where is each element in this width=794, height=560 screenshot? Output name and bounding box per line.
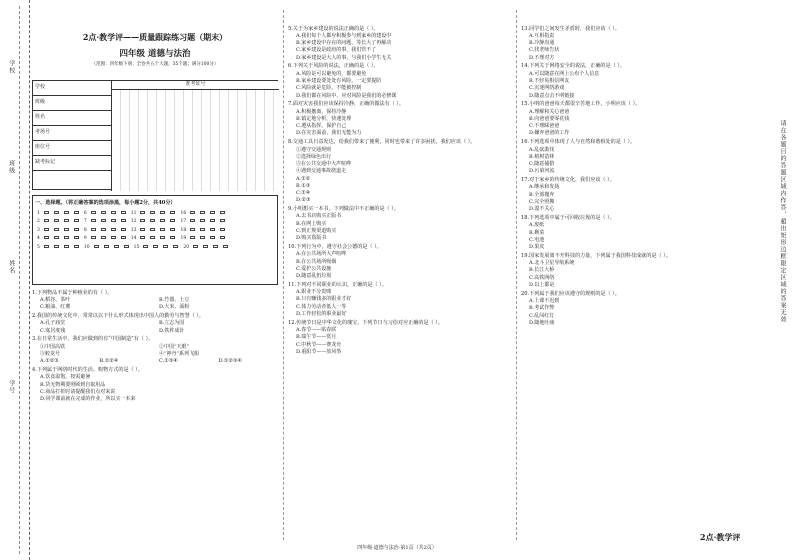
- option: B.镇定地分析，快速处理: [296, 115, 352, 122]
- option: C.完全照搬: [529, 198, 555, 205]
- question: 14.下列关于网络安全的说法，正确的是（ ）。: [521, 63, 625, 70]
- option: A.我们每个人都应积极参与到家乡的建设中: [296, 32, 392, 39]
- option: D.购买盗版书: [296, 235, 327, 242]
- option: A.去书店购买正版书: [296, 213, 342, 220]
- option: D.以上都是: [529, 281, 555, 288]
- option: D.同学课前就在完成的作业，所以买一本来: [40, 396, 136, 402]
- question: 5.关于为家乡建设的说法正确的是（ ）。: [288, 25, 379, 32]
- question: 6.下列关于风险的说法，正确的是（ ）。: [288, 63, 379, 70]
- student-info-box: [32, 80, 278, 190]
- question: 20.下列属于我们应该遵守的规则的是（ ）。: [521, 290, 620, 297]
- info-class: 班级: [33, 96, 111, 111]
- option: A.废纸: [529, 222, 545, 229]
- question: 4.下列属于网络时代的生活、购物方式的是（ ）。: [32, 366, 143, 373]
- option: B.不轻易相信网友: [529, 78, 570, 84]
- option: C.中秋节——赛龙舟: [296, 341, 342, 348]
- option: A.饮食温饱，按需避暑: [40, 374, 91, 381]
- option: D.漠不关心: [529, 206, 555, 213]
- binding-sidebar: [0, 0, 30, 560]
- option: B.长江大桥: [529, 267, 555, 274]
- option: D.随地吐痰: [529, 319, 555, 326]
- brand-logo: 2点·教学评: [700, 532, 741, 542]
- option: A.春节——贴春联: [296, 327, 337, 333]
- column-1: [32, 10, 278, 540]
- exam-note: （范围：四年级下册；全卷共五个大题，35个题；满分100分）: [91, 61, 219, 67]
- option: B.在网上购买: [296, 220, 327, 227]
- sidebar-label-id: 学号: [7, 380, 15, 394]
- option: C.商品打折时请提醒我们点对来说: [40, 388, 116, 395]
- option: D.不理对方: [529, 54, 555, 61]
- option: C.沉迷网络游戏: [529, 85, 565, 92]
- option: B.剩菜: [529, 229, 545, 236]
- sidebar-label-class: 班级: [7, 160, 15, 174]
- page-title: 2点·教学评——质量跟踪练习题（期末）: [82, 32, 228, 42]
- info-name: 姓名: [33, 111, 111, 126]
- sidebar-label-school: 学校: [7, 60, 15, 74]
- column-2: [283, 10, 512, 540]
- option: A.理解和关心爸爸: [529, 108, 570, 115]
- question: 1.下列物品不属于种植业的有（ ）。: [32, 289, 113, 296]
- option: C.遵从指挥，保护自己: [296, 123, 347, 130]
- option: B.植树造林: [529, 153, 555, 160]
- option: B.立志为国: [159, 320, 185, 327]
- option: ④遇到交通事故绕道走: [296, 168, 347, 175]
- section1-title: 一、选择题。（将正确答案的选项涂黑，每小题2分，共40分）: [35, 199, 176, 206]
- option: D.铁杵成针: [159, 327, 185, 334]
- option: A.①②③: [40, 358, 59, 365]
- question: 16.下列选项中体现了人与自然和谐相处的是（ ）。: [521, 139, 636, 146]
- option: D.随意乱扔垃圾: [296, 273, 332, 279]
- option: B.在公共场所吸烟: [296, 258, 337, 265]
- option: ③蛟龙号: [40, 350, 61, 357]
- option: C.高铁网络: [529, 274, 555, 281]
- option: B.向爸爸要零花钱: [529, 115, 570, 122]
- option: D.在灾害面前，我们无能为力: [296, 130, 362, 137]
- option: B.全部抛弃: [529, 191, 555, 198]
- answer-row[interactable]: 4 9 14 19: [37, 236, 273, 243]
- option: C.爱护公共设施: [296, 265, 332, 272]
- answer-row[interactable]: 5 10 15 20: [37, 245, 273, 252]
- option: A.继承和发扬: [529, 184, 560, 191]
- question: 7.面对灾害我们应该保持冷静，正确的做法有（ ）。: [288, 101, 404, 108]
- page-footer: 四年级·道德与法治·第1页（共2页）: [357, 545, 437, 551]
- option: A.上课不迟到: [529, 298, 560, 304]
- option: A.风险是可以避免的，都要避免: [296, 70, 367, 77]
- option: A.乱砍滥伐: [529, 146, 555, 153]
- question: 2.我国的传统文化中，常常以以下什么形式体现出中国人的勤劳与智慧（ ）。: [32, 312, 205, 319]
- answer-row[interactable]: 3 8 13 18: [37, 228, 273, 235]
- page-subtitle: 四年级 道德与法治: [119, 48, 191, 59]
- answer-row[interactable]: 1 6 11 16: [37, 211, 273, 218]
- question: 15.小明的爸爸每天都很辛苦地工作，小明应该（ ）。: [521, 101, 641, 108]
- option: D.重阳节——放风筝: [296, 348, 342, 355]
- option: C.找老师告状: [529, 47, 560, 54]
- option: A.孔子庙堂: [40, 320, 66, 327]
- option: D.果皮: [529, 244, 545, 250]
- answer-area-note: 请在各题目的答题区域内作答，超出矩形边框限定区域的答案无效: [779, 120, 786, 323]
- option: C.寡居度残: [40, 327, 66, 334]
- question: 9.小明想买一本书，下列做法中不正确的是（ ）。: [288, 206, 399, 212]
- option: D.工作轻松的职业最好: [296, 310, 347, 317]
- answer-row[interactable]: 2 7 12 17: [37, 219, 273, 226]
- question: 17.对于家乡的传统文化，我们应该（ ）。: [521, 177, 615, 183]
- option: A.①②: [296, 175, 311, 182]
- info-seat: 座位号: [33, 141, 111, 156]
- option: D.家乡建设是大人的事，与我们小学生无关: [296, 54, 392, 61]
- student-id-grid[interactable]: [111, 81, 279, 191]
- option: D.污染河流: [529, 168, 555, 175]
- option: C.不理睬爸爸: [529, 123, 560, 130]
- sidebar-label-name: 姓名: [7, 260, 15, 274]
- option: C.到正规渠道购买: [296, 227, 337, 234]
- option: B.考试作弊: [529, 305, 555, 312]
- option: C.风险就是危险，不能被控制: [296, 85, 362, 92]
- info-exam-room: 考场号: [33, 126, 111, 141]
- question: 12.传统节日是中华文化的瑰宝，下列节日与习俗对应正确的是（ ）。: [288, 319, 443, 326]
- option: A.职业不分贵贱: [296, 289, 332, 296]
- option: D.②③: [296, 197, 311, 204]
- question: 11.下列对不同职业的认识，正确的是（ ）。: [288, 281, 387, 288]
- option: ②选择绿色出行: [296, 153, 332, 160]
- option: D.大米、面粉: [159, 304, 190, 311]
- question: 19.国家发展离不开科技的力量，下列属于我国科技成就的是（ ）。: [521, 252, 671, 259]
- option: B.货无物期要照顾到自取用品: [40, 381, 106, 388]
- option: B.端午节——赏月: [296, 334, 337, 341]
- student-id-label: 准考证号: [112, 81, 279, 90]
- option: D.我们都在风险中，应对风险是我们的必修课: [296, 92, 397, 99]
- option: ②中国“天眼”: [159, 343, 190, 350]
- option: C.粮油、红薯: [40, 304, 71, 311]
- option: C.乱闯红灯: [529, 312, 555, 319]
- cut-line: [19, 6, 20, 554]
- question: 8.交通工具日益发达，给我们带来了便利，同时也带来了许多困扰，我们应该（ ）。: [288, 139, 476, 146]
- option: C.随意捕猎: [529, 161, 555, 167]
- option: D.嫌弃爸爸的工作: [529, 130, 570, 137]
- info-absent-mark: 缺考标记: [33, 156, 111, 171]
- option: B.家乡建设要处处有风险，一定要提防: [296, 78, 382, 84]
- col1-questions: [32, 288, 278, 403]
- option: B.冷静沟通: [529, 40, 555, 47]
- option: A.互相指责: [529, 32, 555, 39]
- option: C.家乡建设是政府的事，我们管不了: [296, 47, 377, 54]
- question: 3.在日常生活中，我们应做到的有“中国制造”有（ ）。: [32, 336, 154, 343]
- question: 13.同学们之间发生矛盾时，我们应该（ ）。: [521, 25, 620, 32]
- option: C.电池: [529, 236, 545, 243]
- option: B.竹器、土豆: [159, 296, 190, 303]
- option: D.随意点击不明链接: [529, 92, 575, 99]
- option: B.①③: [296, 182, 311, 189]
- option: B.①②④: [99, 358, 119, 365]
- question: 10.下列行为中，遵守社会公德的是（ ）。: [288, 243, 382, 250]
- option: D.①②③④: [218, 358, 242, 365]
- option: B.只有赚钱多的职业才好: [296, 296, 352, 303]
- info-school: 学校: [33, 81, 111, 96]
- option: A.在公共场所大声喧哗: [296, 251, 347, 258]
- column-3: [516, 10, 762, 540]
- option: ①中国高铁: [40, 343, 66, 350]
- option: A.可以随意在网上公布个人信息: [529, 70, 600, 77]
- question: 18.下列选项中属于可回收垃圾的是（ ）。: [521, 214, 615, 221]
- option: A.北斗卫星导航系统: [529, 260, 575, 267]
- option: C.体力劳动者低人一等: [296, 303, 347, 310]
- option: B.家乡建设中存在的问题，等长大了再解决: [296, 40, 392, 47]
- option: ①遵守交通规则: [296, 146, 332, 153]
- option: ④“神舟”系列飞船: [159, 350, 200, 357]
- option: C.①④: [296, 190, 311, 196]
- option: ③在公共交通中大声喧哗: [296, 161, 352, 167]
- option: A.稻谷、茶叶: [40, 296, 71, 303]
- answer-sheet: [32, 195, 278, 285]
- option: A.积极撤离，保持冷静: [296, 108, 347, 115]
- option: C.①③④: [159, 358, 178, 365]
